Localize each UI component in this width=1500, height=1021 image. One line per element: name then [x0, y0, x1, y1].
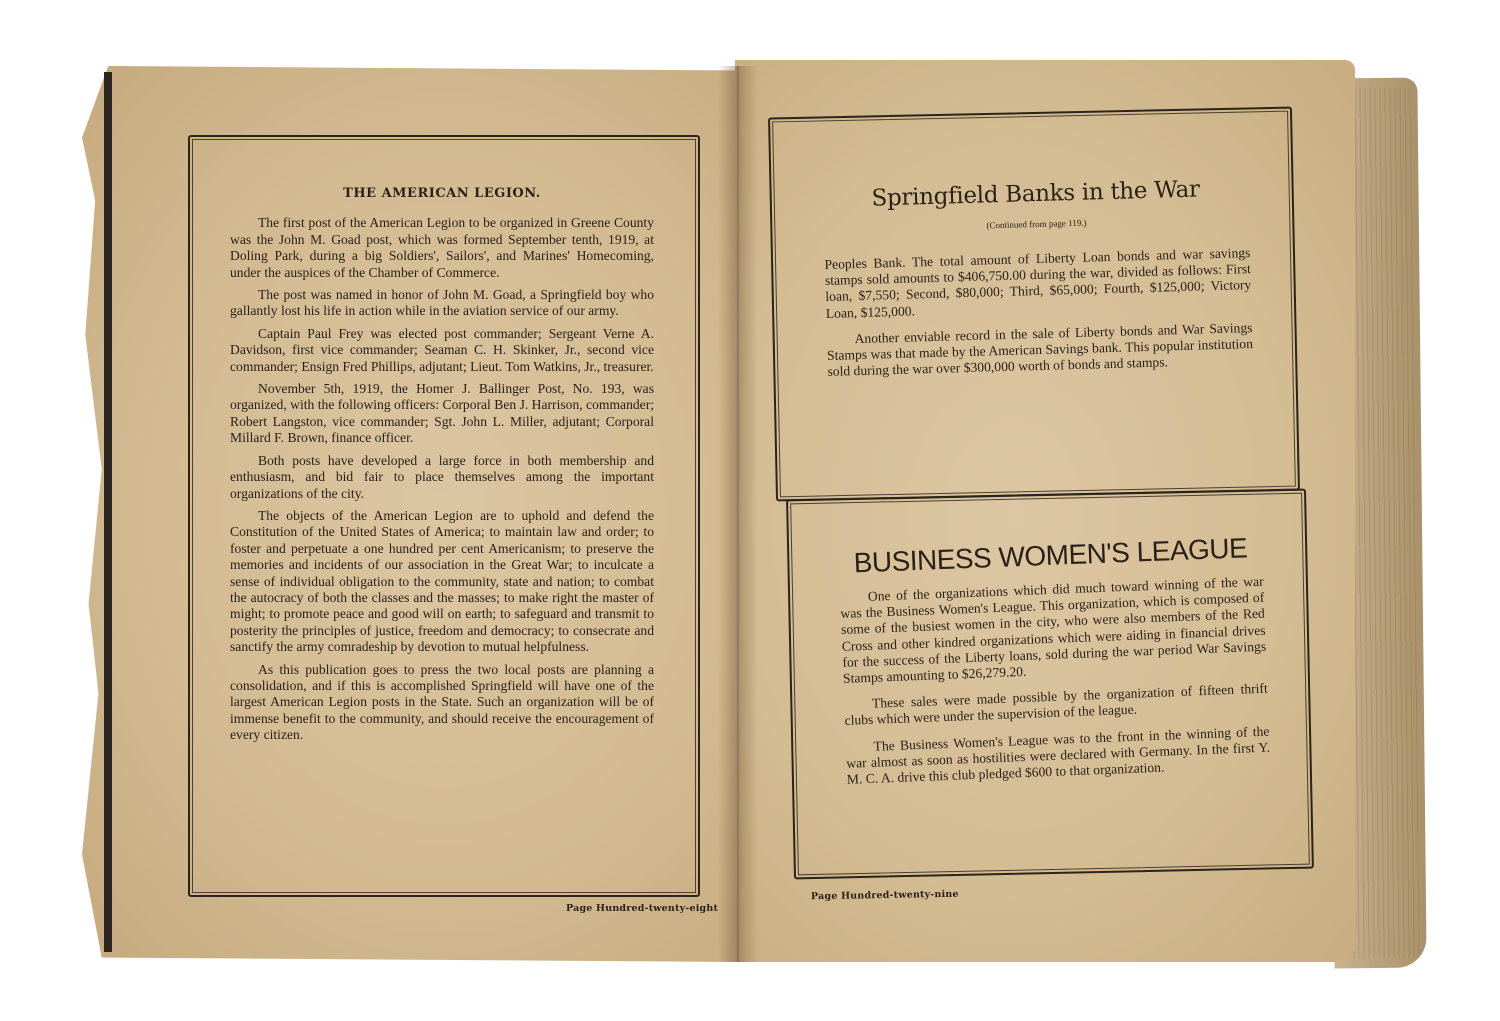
league-article [838, 532, 1271, 798]
league-title: BUSINESS WOMEN'S LEAGUE [853, 532, 1248, 579]
legion-paragraph: The first post of the American Legion to be organized in Greene County was the John M. Goad post, which was formed September tenth, 1919, at Doling Park, during a big Soldiers', Sailors', and Marines' Homecoming, under the auspices of the Chamber of Commerce. [230, 215, 654, 280]
league-paragraph: One of the organizations which did much toward winning of the war was the Business Women's League. This organization, which is composed of some of the busiest women in the city, who were also members of the Red Cross and other kindred organizations which were aiding in financial drives for the success of the Liberty loans, sold during the war period War Savings Stamps amounting to $26,279.20. [840, 573, 1267, 686]
right-page-number: Page Hundred-twenty-nine [810, 888, 959, 903]
legion-paragraph: The objects of the American Legion are to uphold and defend the Constitution of the United States of America; to maintain law and order; to foster and perpetuate a one hundred per cent Americanism; to preserve the memories and incidents of our association in the Great War; to inculcate a sense of individual obligation to the community, state and nation; to combat the autocracy of both the classes and the masses; to make right the master of might; to promote peace and good will on earth; to safeguard and transmit to posterity the principles of justice, freedom and democracy; to consecrate and sanctify the army comradeship by devotion to mutual helpfulness. [230, 507, 654, 655]
legion-paragraph: The post was named in honor of John M. Goad, a Springfield boy who gallantly lost his life in action while in the aviation service of our army. [230, 287, 654, 319]
banks-continued-note: (Continued from page 119.) [986, 217, 1087, 231]
book-spine [718, 66, 758, 962]
legion-paragraph: Both posts have developed a large force in both membership and enthusiasm, and bid fair to place themselves among the important organizations of the city. [230, 452, 654, 501]
legion-title: THE AMERICAN LEGION. [343, 186, 541, 201]
league-paragraph: The Business Women's League was to the front in the winning of the war almost as soon as hostilities were declared with Germany. In the first Y. M. C. A. drive this club pledged $600 to that organization. [845, 723, 1271, 787]
banks-article [822, 163, 1254, 390]
banks-paragraph: Peoples Bank. The total amount of Liberty Loan bonds and war savings stamps sold amounts to $406,750.00 during the war, divided as follows: First loan, $7,550; Second, $80,000; Third, $65,000; Fourth, $125,000; Victory Loan, $125,000. [824, 245, 1252, 321]
book-binding [104, 72, 112, 952]
legion-paragraph: Captain Paul Frey was elected post commander; Sergeant Verne A. Davidson, first vice commander; Seaman C. H. Skinker, Jr., second vice commander; Ensign Fred Phillips, adjutant; Lieut. Tom Watkins, Jr., treasurer. [230, 325, 654, 374]
left-page-number: Page Hundred-twenty-eight [566, 903, 719, 914]
legion-paragraph: November 5th, 1919, the Homer J. Ballinger Post, No. 193, was organized, with the following officers: Corporal Ben J. Harrison, commander; Robert Langston, vice commander; Sgt. John L. Miller, adjutant; Corporal Millard F. Brown, finance officer. [230, 381, 654, 446]
league-paragraph: These sales were made possible by the organization of fifteen thrift clubs which were under the supervision of the league. [844, 680, 1268, 729]
banks-paragraph: Another enviable record in the sale of Liberty bonds and War Savings Stamps was that made by the American Savings bank. This popular institution sold during the war over $300,000 worth of bonds and stamps. [826, 319, 1254, 380]
american-legion-article [230, 186, 654, 750]
legion-paragraph: As this publication goes to press the two local posts are planning a consolidation, and if this is accomplished Springfield will have one of the largest American Legion posts in the State. Such an organization will be of immense benefit to the community, and should receive the encouragement of every citizen. [230, 661, 654, 743]
banks-title: Springfield Banks in the War [871, 176, 1200, 212]
